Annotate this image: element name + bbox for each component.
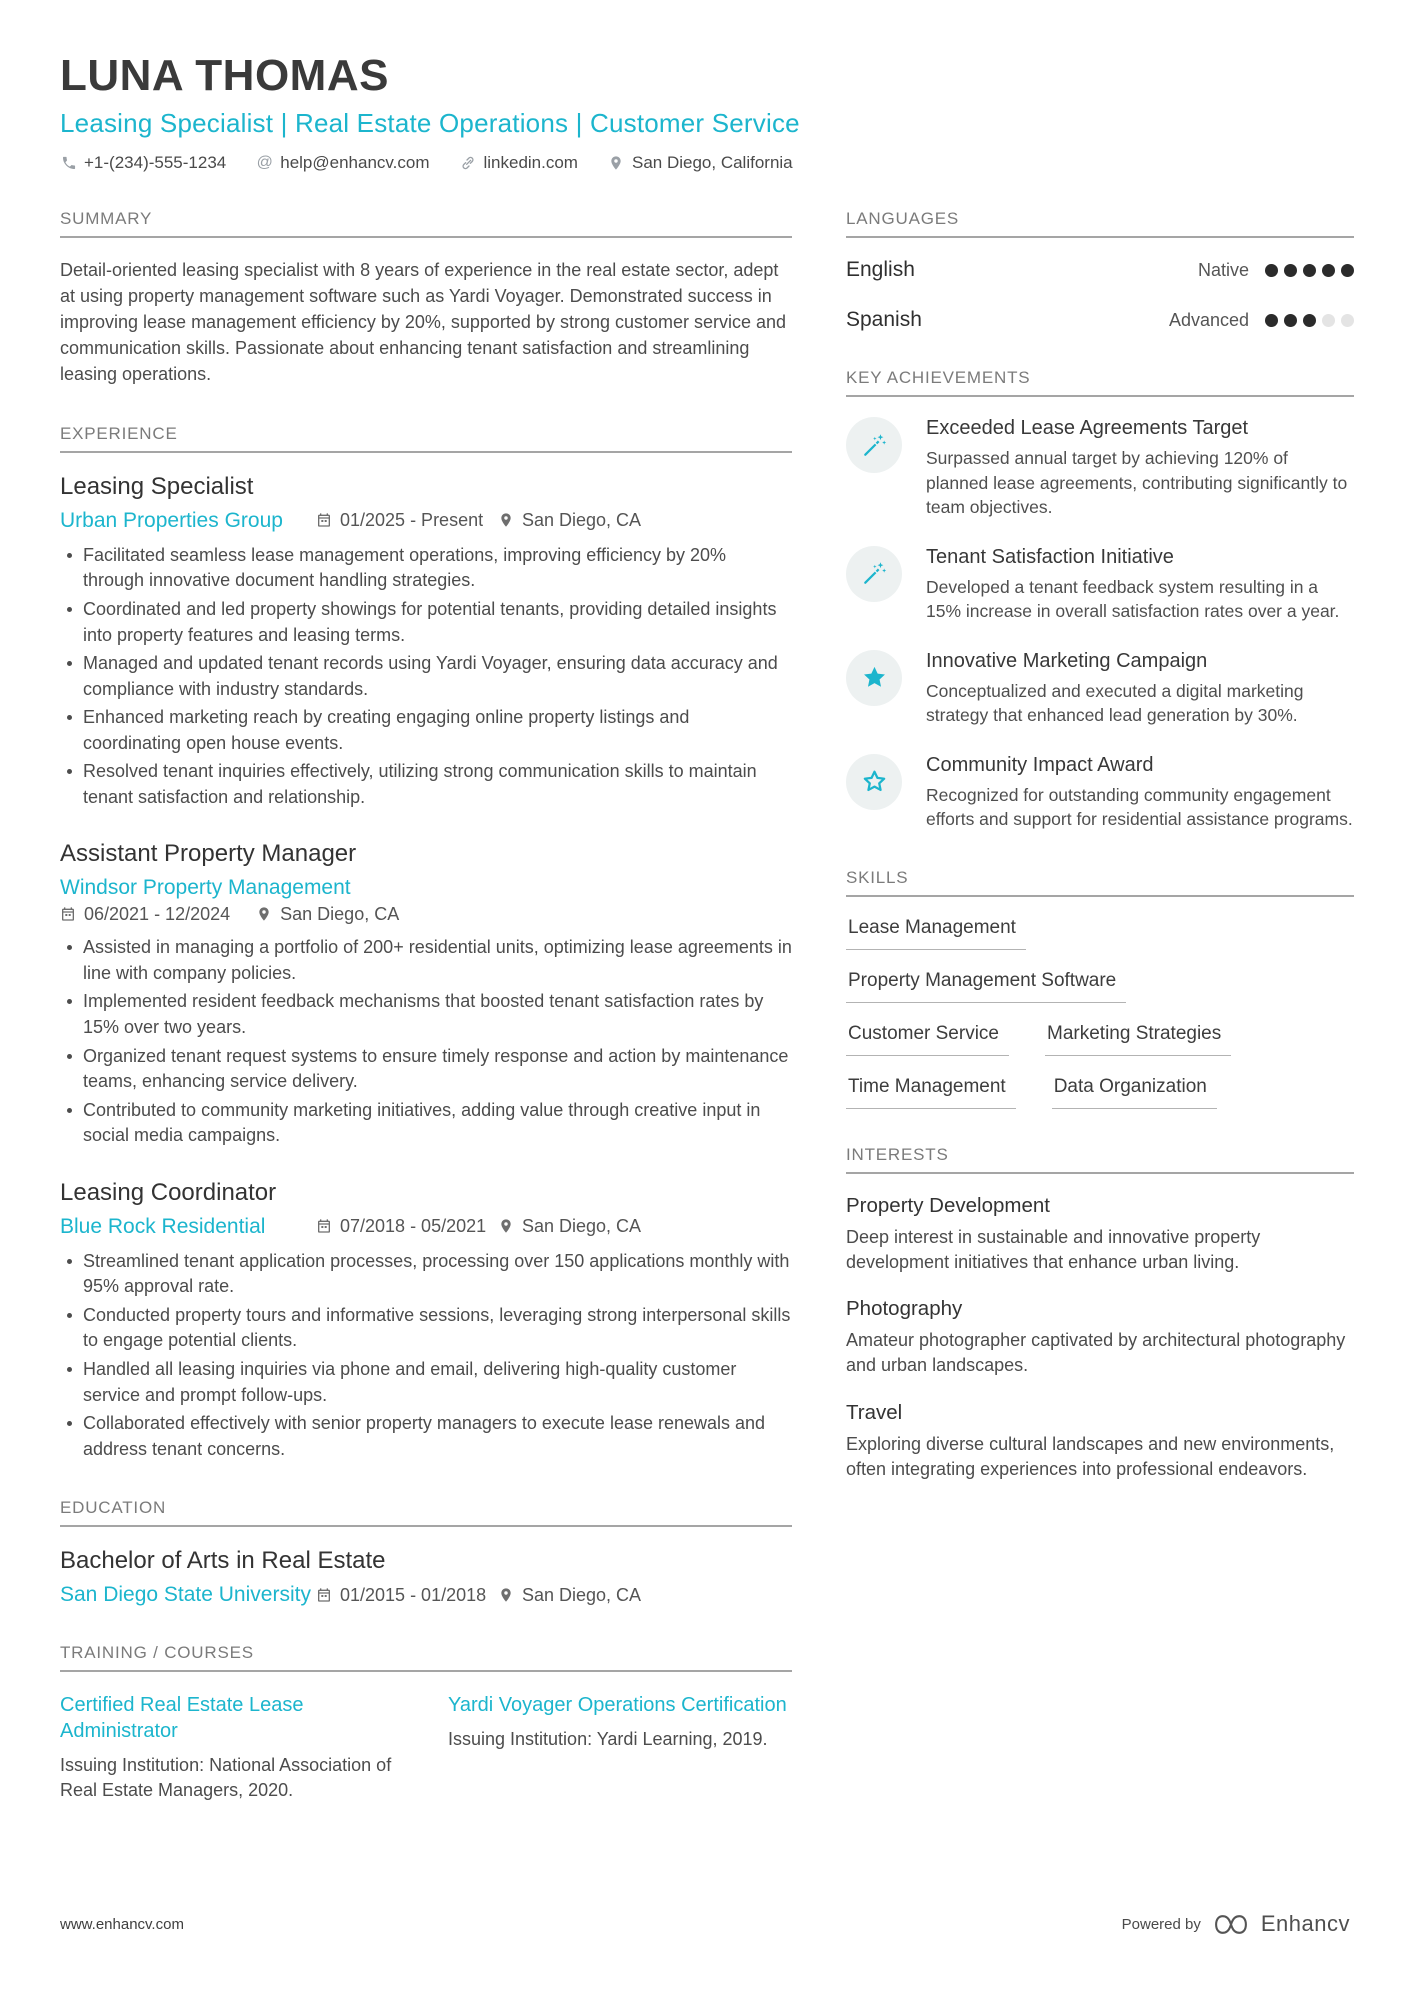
contact-item[interactable] [459,153,578,173]
person-name: LUNA THOMAS [60,51,389,100]
skill-item: Data Organization [1052,1076,1217,1109]
language-row [846,308,1354,332]
skills-list [846,917,1354,1109]
location-icon-dark [256,906,273,923]
bullet-item: Facilitated seamless lease management operations, improving efficiency by 20% through innovative document handling strategies. [60,543,792,594]
location-icon-dark [498,1218,515,1235]
language-row [846,258,1354,282]
job-entry [60,473,792,810]
proficiency-dot [1341,314,1354,327]
calendar-icon [60,906,77,923]
contact-row [60,153,1350,173]
interest-entry [846,1297,1354,1378]
achievement-entry [846,546,1354,624]
job-title: Leasing Coordinator [60,1178,277,1206]
language-level: Native [1197,259,1249,280]
languages-list [846,258,1354,332]
job-meta [60,509,792,533]
proficiency-dot [1341,264,1354,277]
education-dates [316,1585,498,1606]
bullet-item: Contributed to community marketing initiatives, adding value through creative input in social media campaigns. [60,1098,792,1149]
job-bullets [60,543,792,810]
achievement-description: Recognized for outstanding community engagement efforts and support for residential assistance programs. [926,784,1353,830]
resume-header [60,52,1350,173]
calendar-icon [316,1218,333,1235]
degree-title: Bachelor of Arts in Real Estate [60,1547,386,1575]
achievement-entry [846,417,1354,520]
job-location-label: San Diego, CA [280,904,400,925]
interest-title: Property Development [846,1193,1050,1217]
education-dates-label: 01/2015 - 01/2018 [340,1584,487,1605]
achievement-description: Developed a tenant feedback system resulting in a 15% increase in overall satisfaction rates over a year. [926,576,1340,622]
jobs-list [60,473,792,1462]
job-dates [316,510,498,531]
proficiency-dot [1303,264,1316,277]
bullet-item: Collaborated effectively with senior property managers to execute lease renewals and address tenant concerns. [60,1411,792,1462]
interest-entry [846,1401,1354,1482]
achievement-entry [846,650,1354,728]
bullet-item: Handled all leasing inquiries via phone and email, delivering high-quality customer service and prompt follow-ups. [60,1357,792,1408]
training-section [60,1643,792,1803]
location-icon-dark [498,512,515,529]
language-proficiency-dots [1265,264,1354,277]
powered-by [1122,1911,1350,1937]
summary-text: Detail-oriented leasing specialist with 8 years of experience in the real estate sector, adept at using property management software such as Yardi Voyager. Demonstrated success in improving lease management efficiency by 20%, supported by strong customer service and communication skills. Passionate about enhancing tenant satisfaction and streamlining leasing operations. [60,260,787,385]
job-bullets [60,935,792,1148]
skills-heading: SKILLS [846,868,1354,897]
company-name: Urban Properties Group [60,508,283,532]
achievement-text [926,650,1354,728]
summary-heading: SUMMARY [60,209,792,238]
education-location [498,1585,792,1606]
contact-item[interactable] [608,153,793,173]
left-column [60,209,792,1838]
courses-list [60,1692,792,1803]
course-title: Yardi Voyager Operations Certification [448,1694,787,1717]
education-heading: EDUCATION [60,1498,792,1527]
language-name: English [846,258,915,282]
skill-item: Time Management [846,1076,1016,1109]
job-entry [60,1179,792,1462]
course-title: Certified Real Estate Lease Administrator [60,1694,304,1743]
job-bullets [60,1249,792,1462]
contact-label: help@enhancv.com [280,153,430,173]
experience-section [60,424,792,1462]
bullet-item: Coordinated and led property showings for potential tenants, providing detailed insights into property features and leasing terms. [60,597,792,648]
achievements-list [846,417,1354,832]
course-description: Issuing Institution: Yardi Learning, 2019. [448,1729,768,1750]
job-location [498,1216,792,1237]
contact-label: +1-(234)-555-1234 [84,153,227,173]
proficiency-dot [1284,264,1297,277]
job-location [498,510,792,531]
job-title: Assistant Property Manager [60,840,357,868]
location-icon [608,155,625,172]
skill-item: Property Management Software [846,970,1126,1003]
achievement-entry [846,754,1354,832]
contact-label: linkedin.com [483,153,578,173]
page-footer [60,1911,1350,1937]
skill-item: Customer Service [846,1023,1009,1056]
achievement-title: Innovative Marketing Campaign [926,649,1208,672]
calendar-icon [316,512,333,529]
job-dates-label: 06/2021 - 12/2024 [84,904,231,925]
job-location-label: San Diego, CA [522,510,642,531]
education-meta [60,1583,792,1607]
bullet-item: Organized tenant request systems to ensure timely response and action by maintenance teams, enhancing service delivery. [60,1044,792,1095]
interest-entry [846,1194,1354,1275]
skills-row [846,917,1354,950]
two-column-layout [60,209,1353,1838]
site-link[interactable]: www.enhancv.com [60,1915,184,1933]
interests-section [846,1145,1354,1482]
proficiency-dot [1265,264,1278,277]
job-title: Leasing Specialist [60,472,254,500]
training-heading: TRAINING / COURSES [60,1643,792,1672]
bullet-item: Streamlined tenant application processes, processing over 150 applications monthly with 95% approval rate. [60,1249,792,1300]
bullet-item: Enhanced marketing reach by creating engaging online property listings and coordinating open house events. [60,705,792,756]
language-proficiency-dots [1265,314,1354,327]
interests-list [846,1194,1354,1482]
achievement-title: Exceeded Lease Agreements Target [926,417,1249,440]
interest-description: Amateur photographer captivated by architectural photography and urban landscapes. [846,1330,1346,1376]
magic-wand-icon [846,417,902,473]
location-icon [498,1587,515,1604]
education-location-label: San Diego, CA [522,1584,642,1605]
job-location-label: San Diego, CA [522,1216,642,1237]
contact-item[interactable] [60,153,226,173]
course-entry [448,1692,792,1803]
interest-title: Photography [846,1297,963,1321]
achievements-heading: KEY ACHIEVEMENTS [846,368,1354,397]
achievement-text [926,417,1354,520]
skills-row [846,1023,1354,1056]
bullet-item: Implemented resident feedback mechanisms that boosted tenant satisfaction rates by 15% over two years. [60,989,792,1040]
achievement-text [926,546,1354,624]
job-dates-label: 07/2018 - 05/2021 [340,1216,487,1237]
summary-section [60,209,792,388]
bullet-item: Assisted in managing a portfolio of 200+ residential units, optimizing lease agreements in line with company policies. [60,935,792,986]
skills-row [846,970,1354,1003]
achievements-section [846,368,1354,832]
proficiency-dot [1322,264,1335,277]
languages-section [846,209,1354,332]
magic-wand-icon [846,546,902,602]
powered-by-label: Powered by [1121,1915,1201,1933]
job-entry [60,840,792,1148]
headline: Leasing Specialist | Real Estate Operations | Customer Service [60,108,800,139]
school-name: San Diego State University [60,1583,311,1607]
experience-heading: EXPERIENCE [60,424,792,453]
calendar-icon [316,1587,333,1604]
achievement-title: Tenant Satisfaction Initiative [926,545,1174,568]
skills-section [846,868,1354,1109]
achievement-text [926,754,1354,832]
interest-description: Deep interest in sustainable and innovative property development initiatives that enhance urban living. [846,1226,1261,1273]
star-filled-icon [846,650,902,706]
achievement-description: Surpassed annual target by achieving 120% of planned lease agreements, contributing significantly to team objectives. [926,448,1348,518]
company-name: Blue Rock Residential [60,1214,266,1238]
enhancv-logo-icon [1213,1912,1249,1937]
job-location [256,904,399,925]
education-section [60,1498,792,1607]
phone-icon [60,155,77,172]
proficiency-dot [1322,314,1335,327]
achievement-description: Conceptualized and executed a digital marketing strategy that enhanced lead generation by 30%. [926,680,1304,726]
bullet-item: Conducted property tours and informative sessions, leveraging strong interpersonal skills to engage potential clients. [60,1303,792,1354]
course-entry [60,1692,404,1803]
contact-label: San Diego, California [631,153,793,173]
achievement-title: Community Impact Award [926,753,1154,776]
contact-item[interactable] [256,153,429,173]
language-level: Advanced [1168,309,1249,330]
job-meta [60,1215,792,1239]
link-icon [459,155,476,172]
skill-item: Marketing Strategies [1045,1023,1231,1056]
proficiency-dot [1265,314,1278,327]
bullet-item: Managed and updated tenant records using Yardi Voyager, ensuring data accuracy and compliance with industry standards. [60,651,792,702]
job-dates-label: 01/2025 - Present [340,510,484,531]
company-name: Windsor Property Management [60,876,351,900]
job-dates [316,1216,498,1237]
languages-heading: LANGUAGES [846,209,1354,238]
star-outline-icon [846,754,902,810]
job-meta [60,904,792,925]
skill-item: Lease Management [846,917,1026,950]
at-icon: @ [256,154,273,172]
interest-description: Exploring diverse cultural landscapes and new environments, often integrating experiences into professional endeavors. [846,1433,1335,1479]
bullet-item: Resolved tenant inquiries effectively, utilizing strong communication skills to maintain tenant satisfaction and relationship. [60,759,792,810]
brand-name: Enhancv [1260,1911,1350,1936]
skills-row [846,1076,1354,1109]
course-description: Issuing Institution: National Association of Real Estate Managers, 2020. [60,1755,392,1800]
language-name: Spanish [846,308,922,332]
interests-heading: INTERESTS [846,1145,1354,1174]
right-column [846,209,1354,1838]
interest-title: Travel [846,1400,903,1424]
proficiency-dot [1284,314,1297,327]
proficiency-dot [1303,314,1316,327]
job-dates [60,904,230,925]
